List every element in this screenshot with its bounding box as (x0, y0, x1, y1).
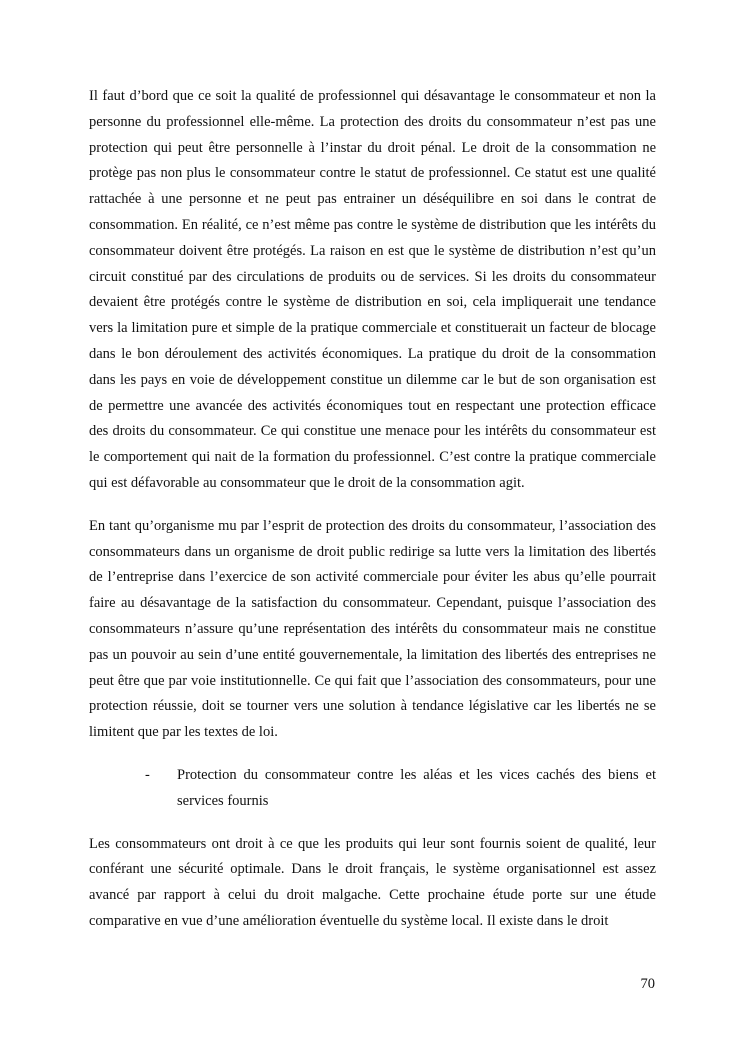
bullet-item (89, 763, 656, 815)
page-number: 70 (640, 976, 655, 992)
page-content (89, 84, 656, 952)
bullet-text: Protection du consommateur contre les aléas et les vices cachés des biens et services fournis (177, 766, 656, 809)
paragraph-2: En tant qu’organisme mu par l’esprit de protection des droits du consommateur, l’association des consommateurs dans un organisme de droit public redirige sa lutte vers la limitation des libertés de l’entreprise dans l’exercice de son activité commerciale pour éviter les abus qu’elle pourrait faire au désavantage de la satisfaction du consommateur. Cependant, puisque l’association des consommateurs n’assure qu’une représentation des intérêts du consommateur mais ne constitue pas un pouvoir au sein d’une entité gouvernementale, la limitation des libertés des entreprises ne peut être que par voie institutionnelle. Ce qui fait que l’association des consommateurs, pour une protection réussie, doit se tourner vers une solution à tendance législative car les libertés ne se limitent que par les textes de loi. (89, 517, 656, 741)
bullet-marker: - (145, 766, 150, 783)
paragraph-1: Il faut d’bord que ce soit la qualité de professionnel qui désavantage le consommateur et non la personne du professionnel elle-même. La protection des droits du consommateur n’est pas une protection qui peut être personnelle à l’instar du droit pénal. Le droit de la consommation ne protège pas non plus le consommateur contre le statut de professionnel. Ce statut est une qualité rattachée à une personne et ne peut pas entrainer un déséquilibre en soi dans le contrat de consommation. En réalité, ce n’est même pas contre le système de distribution que les intérêts du consommateur doivent être protégés. La raison en est que le système de distribution n’est qu’un circuit constitué par des circulations de produits ou de services. Si les droits du consommateur devaient être protégés contre le système de distribution en soi, cela impliquerait une tendance vers la limitation pure et simple de la pratique commerciale et constituerait un facteur de blocage dans le bon déroulement des activités économiques. La pratique du droit de la consommation dans les pays en voie de développement constitue un dilemme car le but de son organisation est de permettre une avancée des activités économiques tout en respectant une protection efficace des droits du consommateur. Ce qui constitue une menace pour les intérêts du consommateur est le comportement qui nait de la formation du professionnel. C’est contre la pratique commerciale qui est défavorable au consommateur que le droit de la consommation agit. (89, 88, 656, 491)
paragraph-3: Les consommateurs ont droit à ce que les produits qui leur sont fournis soient de qualité, leur conférant une sécurité optimale. Dans le droit français, le système organisationnel est assez avancé par rapport à celui du droit malgache. Cette prochaine étude porte sur une étude comparative en vue d’une amélioration éventuelle du système local. Il existe dans le droit (89, 835, 656, 929)
